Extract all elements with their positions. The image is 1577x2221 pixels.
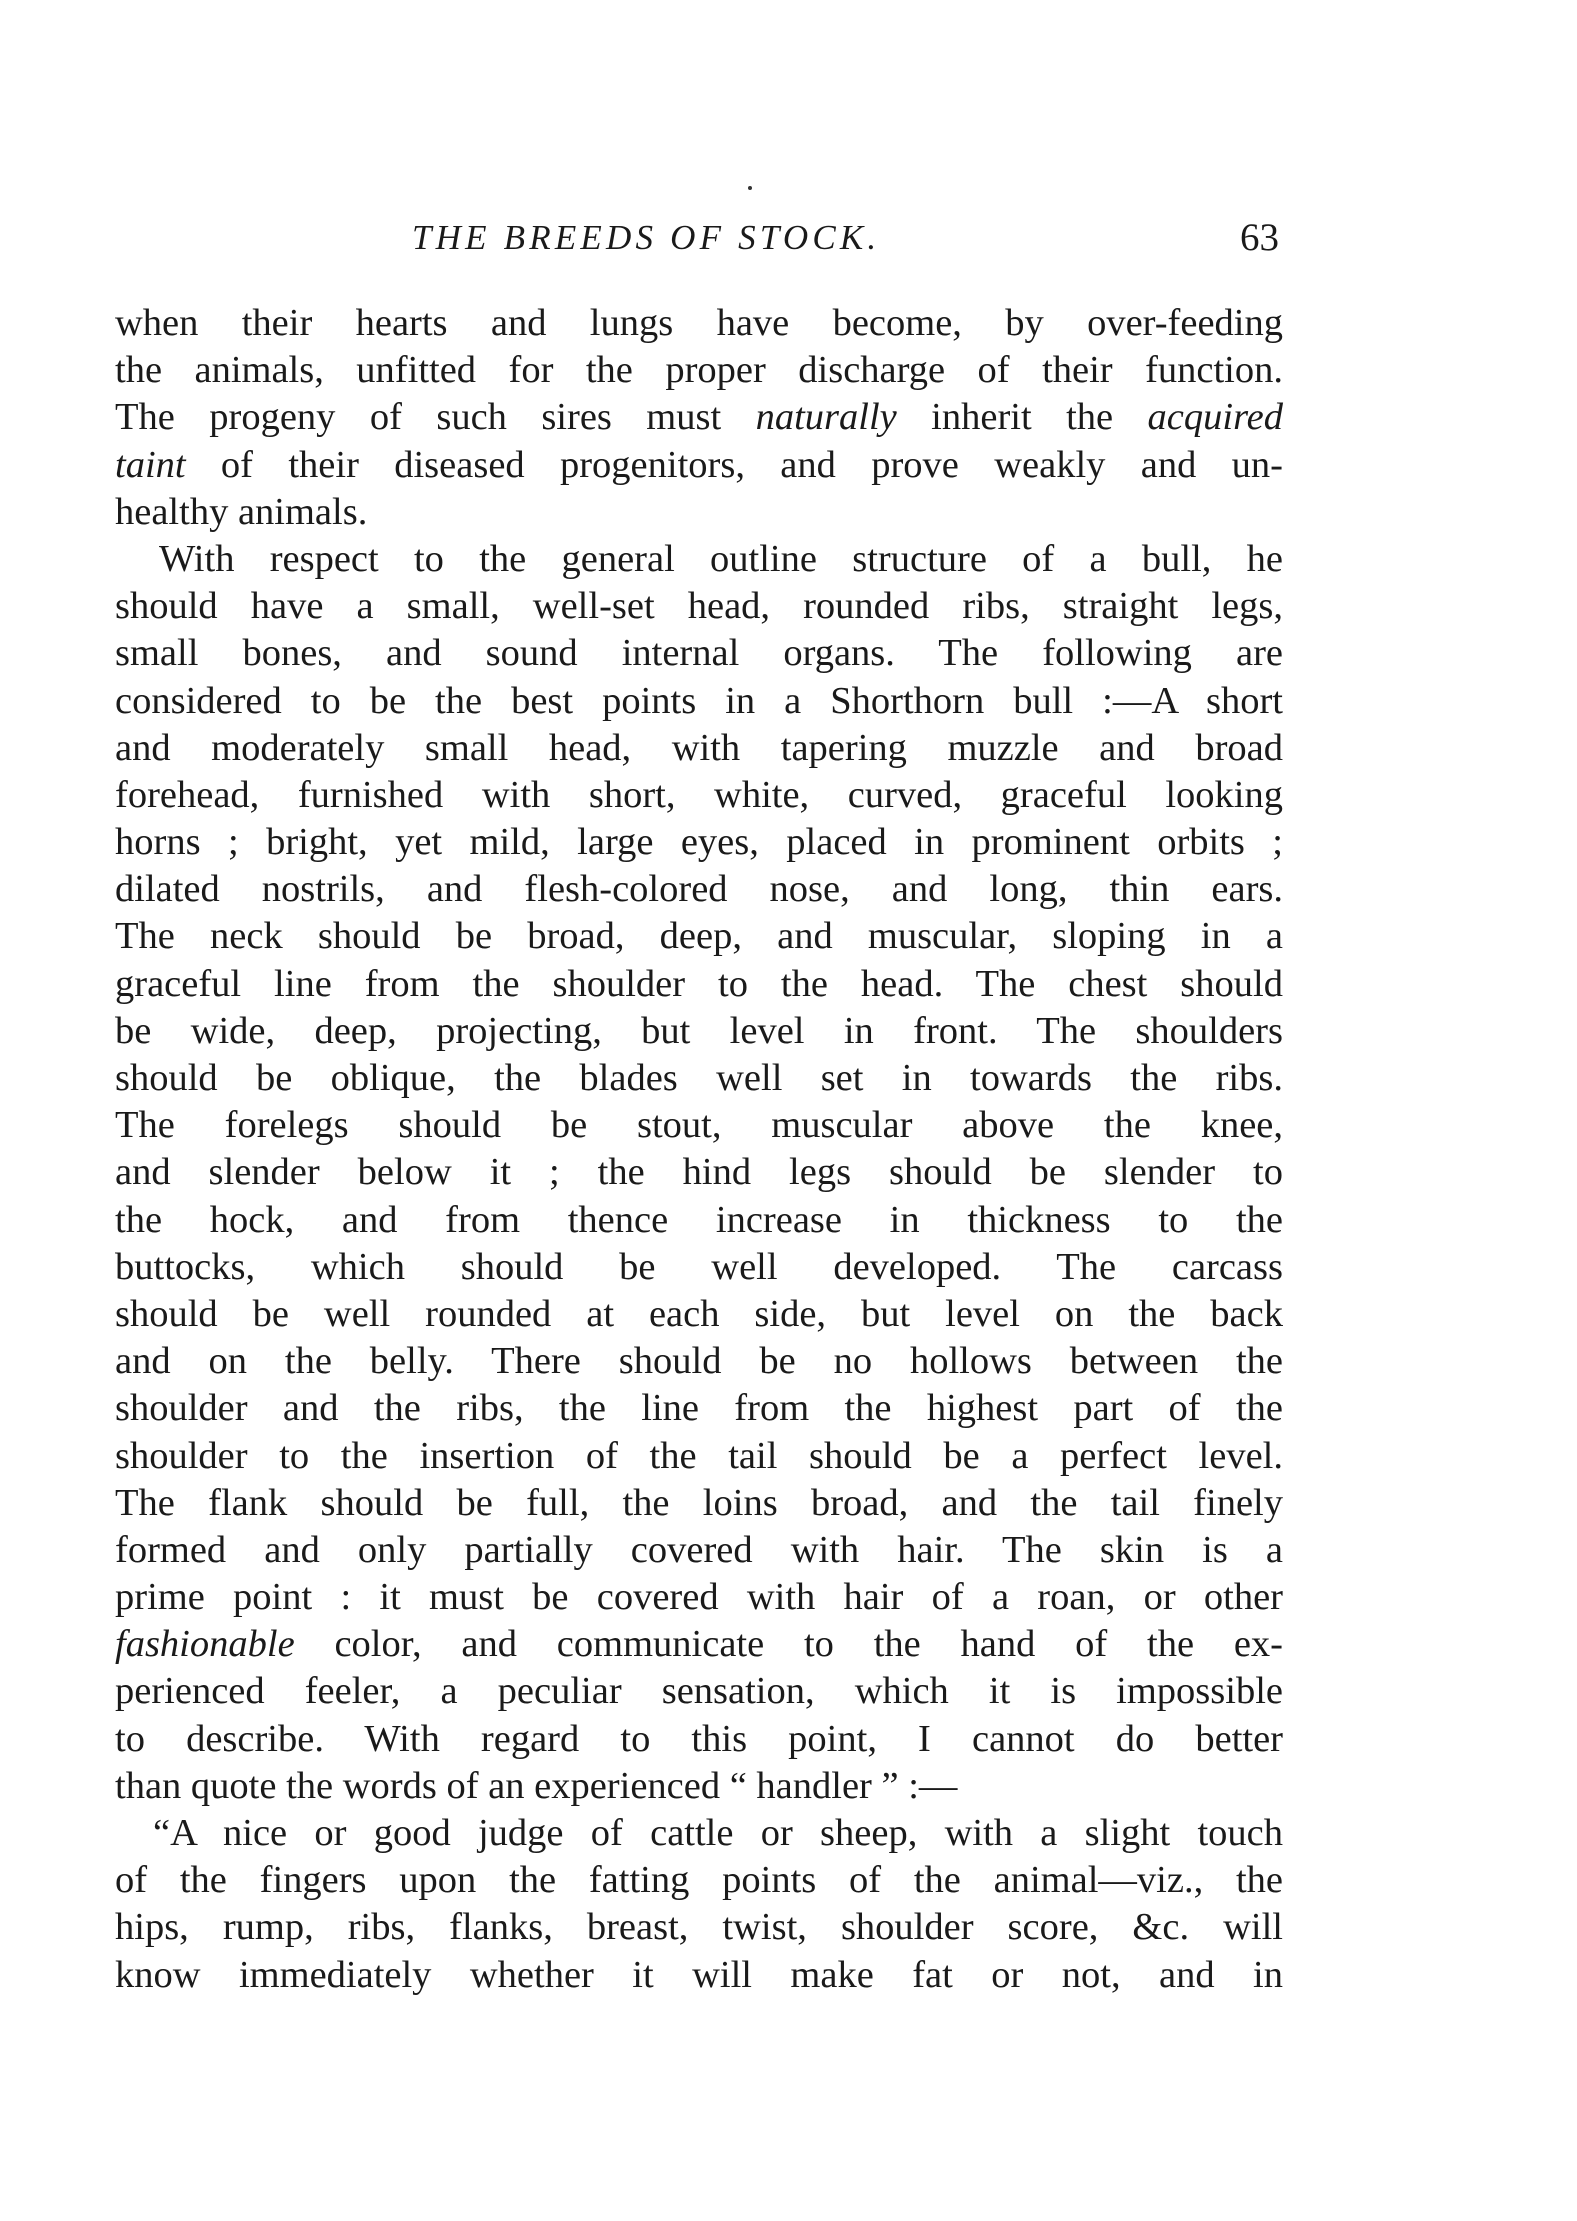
text-line: the hock, and from thence increase in thickness to the xyxy=(115,1198,1283,1241)
text-line: of the fingers upon the fatting points of the animal—viz., the xyxy=(115,1859,1283,1902)
text-line: forehead, furnished with short, white, curved, graceful looking xyxy=(115,773,1283,816)
italic-word: naturally xyxy=(755,396,897,439)
text-line: and on the belly. There should be no hollows between the xyxy=(115,1340,1283,1383)
text-line: dilated nostrils, and flesh-colored nose, and long, thin ears. xyxy=(115,868,1283,911)
text-line: and slender below it ; the hind legs should be slender to xyxy=(115,1151,1283,1194)
running-title: THE BREEDS OF STOCK. xyxy=(412,218,881,257)
page-number: 63 xyxy=(1240,216,1279,259)
text-line: considered to be the best points in a Shorthorn bull :—A short xyxy=(115,679,1283,722)
text-line: hips, rump, ribs, flanks, breast, twist, shoulder score, &c. will xyxy=(115,1906,1283,1949)
text-line: The neck should be broad, deep, and muscular, sloping in a xyxy=(115,915,1283,958)
text-line: to describe. With regard to this point, I cannot do better xyxy=(115,1717,1283,1760)
text-line: than quote the words of an experienced “ handler ” :— xyxy=(115,1764,958,1807)
text-line: should be oblique, the blades well set in towards the ribs. xyxy=(115,1057,1283,1099)
text-line: The flank should be full, the loins broad, and the tail finely xyxy=(115,1481,1283,1524)
text-line: fashionable color, and communicate to the hand of the ex- xyxy=(115,1623,1283,1666)
print-speck xyxy=(748,186,752,190)
italic-word: acquired xyxy=(1147,396,1283,439)
text-line: know immediately whether it will make fat or not, and in xyxy=(115,1953,1283,1996)
text-line: “A nice or good judge of cattle or sheep, with a slight touch xyxy=(153,1812,1283,1854)
text-line: when their hearts and lungs have become, by over-feeding xyxy=(115,302,1283,344)
body-text xyxy=(115,300,1283,1999)
text-line: be wide, deep, projecting, but level in front. The shoulders xyxy=(115,1009,1283,1052)
text-line: shoulder and the ribs, the line from the highest part of the xyxy=(115,1387,1283,1430)
italic-word: fashionable xyxy=(115,1623,295,1666)
text-line: small bones, and sound internal organs. The following are xyxy=(115,632,1283,675)
italic-word: taint xyxy=(115,443,186,486)
text-line: the animals, unfitted for the proper discharge of their function. xyxy=(115,349,1283,392)
text-line: and moderately small head, with tapering muzzle and broad xyxy=(115,726,1283,769)
text-line: should be well rounded at each side, but level on the back xyxy=(115,1292,1283,1335)
text-line: graceful line from the shoulder to the head. The chest should xyxy=(115,962,1283,1005)
text-line: should have a small, well-set head, rounded ribs, straight legs, xyxy=(115,585,1283,628)
text-line: perienced feeler, a peculiar sensation, which it is impossible xyxy=(115,1670,1283,1713)
text-line: The progeny of such sires must naturally inherit the acquired xyxy=(115,396,1283,439)
text-line: horns ; bright, yet mild, large eyes, placed in prominent orbits ; xyxy=(115,821,1283,864)
text-line: With respect to the general outline structure of a bull, he xyxy=(159,537,1283,580)
text-line: prime point : it must be covered with hair of a roan, or other xyxy=(115,1576,1283,1619)
text-line: buttocks, which should be well developed. The carcass xyxy=(115,1245,1283,1288)
running-head xyxy=(0,213,1577,263)
text-line: shoulder to the insertion of the tail should be a perfect level. xyxy=(115,1434,1283,1477)
text-line: The forelegs should be stout, muscular above the knee, xyxy=(115,1104,1283,1147)
text-line: healthy animals. xyxy=(115,490,368,533)
text-line: formed and only partially covered with hair. The skin is a xyxy=(115,1528,1283,1571)
text-line: taint of their diseased progenitors, and prove weakly and un- xyxy=(115,443,1283,486)
